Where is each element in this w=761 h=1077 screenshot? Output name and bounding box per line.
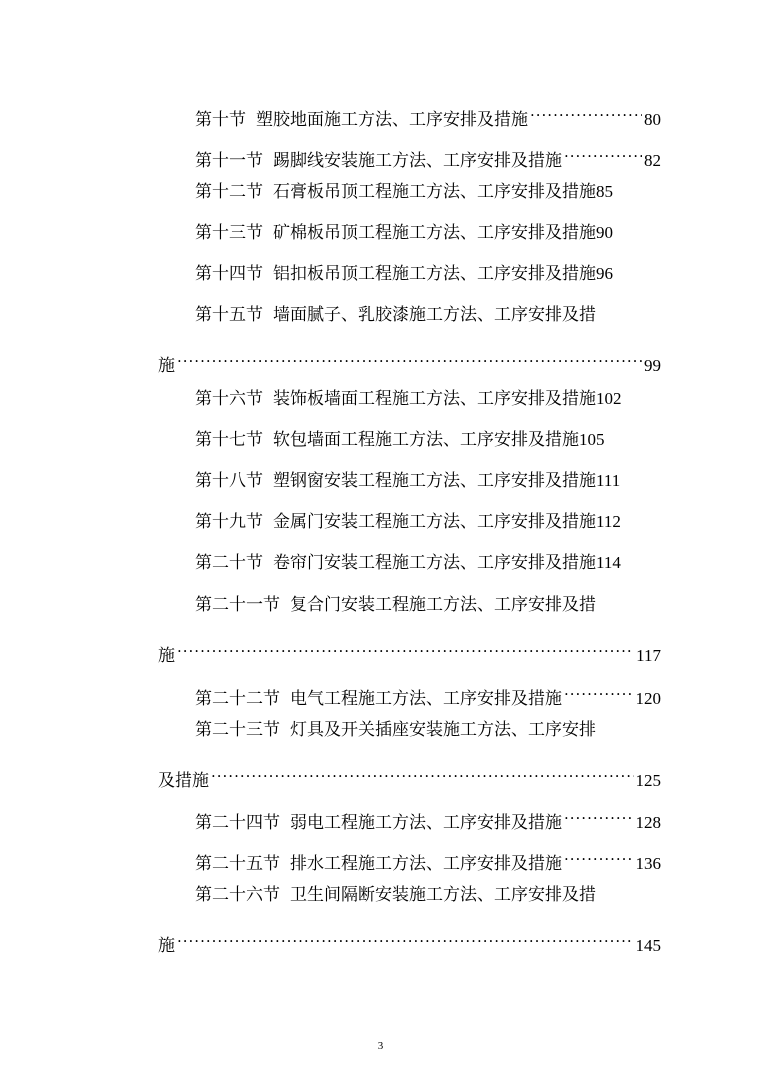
toc-page-number: 99 [644, 356, 661, 375]
toc-title: 装饰板墙面工程施工方法、工序安排及措施 [273, 389, 596, 409]
toc-title-continuation: 及措施 [158, 771, 209, 791]
toc-section-number: 第十五节 [195, 305, 263, 325]
toc-title: 弱电工程施工方法、工序安排及措施 [290, 813, 562, 833]
toc-title-continuation: 施 [158, 646, 175, 666]
toc-section-number: 第十八节 [195, 471, 263, 491]
page-footer-number: 3 [377, 1040, 384, 1052]
toc-entry[interactable] [0, 548, 761, 589]
toc-title: 卷帘门安装工程施工方法、工序安排及措施 [273, 553, 596, 573]
toc-title-continuation: 施 [158, 936, 175, 956]
toc-entry[interactable] [0, 715, 761, 797]
toc-page-number: 80 [644, 110, 661, 129]
toc-title: 墙面腻子、乳胶漆施工方法、工序安排及措 [273, 305, 596, 325]
toc-leader-dots [564, 798, 634, 828]
toc-title: 灯具及开关插座安装施工方法、工序安排 [290, 720, 596, 740]
toc-page-number: 111 [596, 471, 621, 490]
toc-page-number: 105 [579, 430, 605, 449]
toc-leader-dots [177, 631, 634, 661]
toc-title: 复合门安装工程施工方法、工序安排及措 [290, 595, 596, 615]
toc-section-number: 第十节 [195, 110, 246, 130]
toc-line [195, 425, 605, 455]
toc-line [195, 798, 661, 833]
toc-entry[interactable] [0, 95, 761, 136]
toc-section-number: 第十三节 [195, 223, 263, 243]
toc-title: 卫生间隔断安装施工方法、工序安排及措 [290, 885, 596, 905]
toc-title: 踢脚线安装施工方法、工序安排及措施 [273, 151, 562, 171]
toc-leader-dots [564, 136, 642, 166]
toc-page-number: 120 [635, 689, 661, 708]
toc-page-number: 145 [635, 936, 661, 955]
toc-section-number: 第二十六节 [195, 885, 280, 905]
toc-entry[interactable] [0, 384, 761, 425]
toc-page-number: 85 [596, 182, 613, 201]
toc-line-continuation [158, 341, 661, 376]
toc-section-number: 第十四节 [195, 264, 263, 284]
toc-entry[interactable] [0, 425, 761, 466]
toc-entry[interactable] [0, 177, 761, 218]
toc-line [195, 466, 620, 496]
toc-page-number: 102 [596, 389, 622, 408]
toc-section-number: 第十六节 [195, 389, 263, 409]
toc-line [195, 880, 641, 910]
toc-entry[interactable] [0, 466, 761, 507]
toc-line [195, 507, 621, 537]
toc-entry[interactable] [0, 259, 761, 300]
toc-line-continuation [158, 631, 661, 666]
toc-section-number: 第二十三节 [195, 720, 280, 740]
toc-title: 电气工程施工方法、工序安排及措施 [290, 689, 562, 709]
toc-page-number: 82 [644, 151, 661, 170]
toc-line [195, 548, 621, 578]
toc-line [195, 300, 641, 330]
toc-line [195, 136, 661, 171]
toc-page-number: 114 [596, 553, 621, 572]
toc-entry[interactable] [0, 674, 761, 715]
toc-line [195, 218, 613, 248]
toc-entry[interactable] [0, 590, 761, 672]
toc-section-number: 第二十五节 [195, 854, 280, 874]
toc-leader-dots [564, 674, 634, 704]
toc-section-number: 第十二节 [195, 182, 263, 202]
toc-line-continuation [158, 921, 661, 956]
toc-line [195, 674, 661, 709]
toc-section-number: 第二十二节 [195, 689, 280, 709]
toc-leader-dots [211, 756, 634, 786]
toc-line [195, 384, 622, 414]
toc-leader-dots [564, 839, 634, 869]
toc-entry[interactable] [0, 507, 761, 548]
toc-line [195, 590, 641, 620]
toc-title: 塑胶地面施工方法、工序安排及措施 [256, 110, 528, 130]
toc-page-number: 112 [596, 512, 621, 531]
toc-title: 金属门安装工程施工方法、工序安排及措施 [273, 512, 596, 532]
toc-line [195, 259, 613, 289]
toc-section-number: 第十一节 [195, 151, 263, 171]
toc-leader-dots [530, 95, 642, 125]
toc-page-number: 136 [635, 854, 661, 873]
toc-title: 排水工程施工方法、工序安排及措施 [290, 854, 562, 874]
toc-section-number: 第二十一节 [195, 595, 280, 615]
toc-entry[interactable] [0, 798, 761, 839]
toc-title: 矿棉板吊顶工程施工方法、工序安排及措施 [273, 223, 596, 243]
toc-line [195, 715, 641, 745]
toc-page-number: 117 [636, 646, 661, 665]
toc-leader-dots [177, 921, 634, 951]
toc-title-continuation: 施 [158, 356, 175, 376]
toc-page-number: 128 [635, 813, 661, 832]
toc-entry[interactable] [0, 839, 761, 880]
toc-page-number: 125 [635, 771, 661, 790]
toc-section-number: 第二十节 [195, 553, 263, 573]
toc-section-number: 第十九节 [195, 512, 263, 532]
toc-section-number: 第二十四节 [195, 813, 280, 833]
toc-leader-dots [177, 341, 642, 371]
toc-line-continuation [158, 756, 661, 791]
toc-title: 石膏板吊顶工程施工方法、工序安排及措施 [273, 182, 596, 202]
toc-entry[interactable] [0, 136, 761, 177]
toc-line [195, 839, 661, 874]
toc-entry[interactable] [0, 880, 761, 962]
toc-line [195, 177, 613, 207]
toc-title: 铝扣板吊顶工程施工方法、工序安排及措施 [273, 264, 596, 284]
toc-page-number: 96 [596, 264, 613, 283]
toc-title: 塑钢窗安装工程施工方法、工序安排及措施 [273, 471, 596, 491]
toc-page-number: 90 [596, 223, 613, 242]
toc-title: 软包墙面工程施工方法、工序安排及措施 [273, 430, 579, 450]
toc-section-number: 第十七节 [195, 430, 263, 450]
toc-entry[interactable] [0, 300, 761, 382]
toc-entry[interactable] [0, 218, 761, 259]
toc-line [195, 95, 661, 130]
